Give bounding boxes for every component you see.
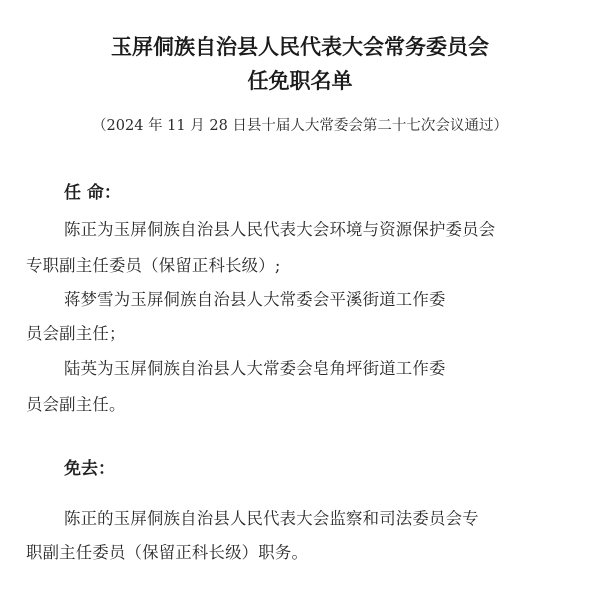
appoint-line: 蒋梦雪为玉屏侗族自治县人大常委会平溪街道工作委	[64, 290, 446, 309]
appoint-line: 陈正为玉屏侗族自治县人民代表大会环境与资源保护委员会	[64, 220, 496, 239]
appoint-line: 陆英为玉屏侗族自治县人大常委会皂角坪街道工作委	[64, 359, 446, 378]
remove-line: 职副主任委员（保留正科长级）职务。	[26, 543, 309, 562]
appoint-line: 专职副主任委员（保留正科长级）;	[26, 256, 281, 275]
appoint-heading: 任 命：	[64, 183, 121, 203]
document-title-line1: 玉屏侗族自治县人民代表大会常务委员会	[111, 34, 489, 59]
meeting-note: （2024 年 11 月 28 日县十届人大常委会第二十七次会议通过）	[92, 118, 508, 134]
remove-line: 陈正的玉屏侗族自治县人民代表大会监察和司法委员会专	[64, 509, 479, 528]
appoint-line: 员会副主任。	[26, 395, 126, 414]
appoint-line: 员会副主任；	[26, 324, 126, 343]
remove-heading: 免去：	[64, 459, 115, 479]
document-title-line2: 任免职名单	[247, 68, 353, 93]
